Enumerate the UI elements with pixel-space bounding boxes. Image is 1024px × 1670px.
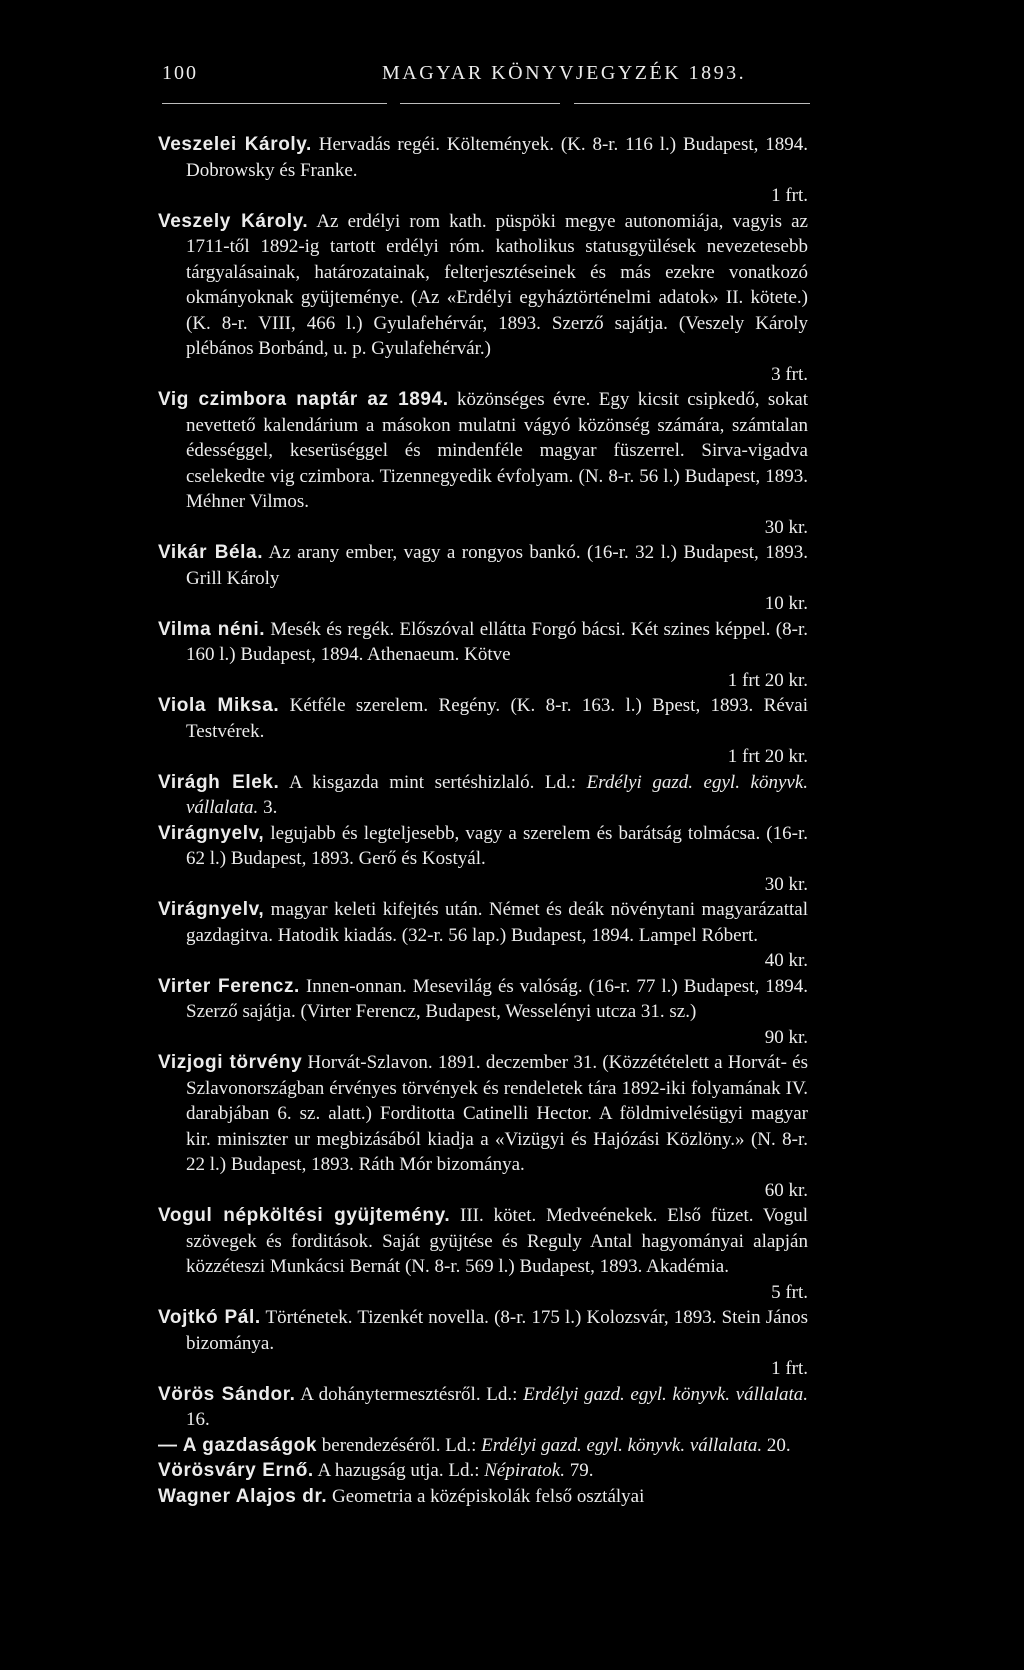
entry-price: 90 kr.	[764, 1026, 808, 1048]
page-number: 100	[162, 62, 198, 84]
entry-text: Történetek. Tizenkét novella. (8-r. 175 l.) Kolozsvár, 1893. Stein János bizománya.	[186, 1307, 809, 1354]
entry-list	[158, 132, 808, 1509]
entry-price: 5 frt.	[771, 1281, 808, 1303]
entry-price: 60 kr.	[764, 1179, 808, 1201]
header-rule	[400, 103, 560, 104]
entry-text: A dohánytermesztésről. Ld.:	[295, 1383, 524, 1405]
list-item	[158, 132, 808, 209]
list-item	[158, 1458, 808, 1484]
running-title: MAGYAR KÖNYVJEGYZÉK 1893.	[382, 62, 747, 84]
entry-text: Geometria a középiskolák felső osztályai	[327, 1485, 645, 1507]
entry-text: Mesék és regék. Előszóval ellátta Forgó bácsi. Két szines képpel. (8-r. 160 l.) Budapest, 1894. Athenaeum. Kötve	[186, 618, 808, 665]
list-item	[158, 1433, 808, 1459]
entry-author: Virter Ferencz.	[158, 975, 300, 997]
entry-author: Virágh Elek.	[158, 771, 280, 793]
entry-author: Vikár Béla.	[158, 542, 264, 563]
list-item	[158, 693, 808, 770]
list-item	[158, 821, 808, 898]
entry-author: Vizjogi törvény	[158, 1052, 303, 1073]
entry-text: közönséges évre. Egy kicsit csipkedő, sokat nevettető kalendárium a másokon mulatni vágyó közönség számára, számtalan édességgel, keserüséggel és mindenféle magyar füszerrel. Sirva-vigadva cselekedte vig czimbora. Tizennegyedik évfolyam. (N. 8-r. 56 l.) Budapest, 1893. Méhner Vilmos.	[186, 389, 808, 512]
list-item	[158, 897, 808, 974]
entry-reference-number: 3.	[258, 797, 278, 818]
entry-price: 1 frt 20 kr.	[727, 746, 808, 767]
entry-price: 30 kr.	[764, 873, 808, 895]
entry-reference: Erdélyi gazd. egyl. könyvk. vállalata.	[523, 1383, 809, 1405]
entry-text: A hazugság utja. Ld.:	[313, 1460, 485, 1481]
entry-text: berendezéséről. Ld.:	[317, 1434, 482, 1456]
entry-price: 40 kr.	[764, 950, 808, 971]
header-rule	[574, 103, 810, 104]
entry-price: 30 kr.	[764, 516, 808, 538]
list-item	[158, 617, 808, 694]
list-item	[158, 770, 808, 821]
entry-text: Innen-onnan. Mesevilág és valóság. (16-r. 77 l.) Budapest, 1894. Szerző sajátja. (Virter Ferencz, Budapest, Wesselényi utcza 31. sz.)	[186, 975, 808, 1022]
entry-author: Vogul népköltési gyüjtemény.	[158, 1205, 451, 1226]
entry-price: 10 kr.	[764, 593, 808, 614]
entry-reference: Erdélyi gazd. egyl. könyvk. vállalata.	[481, 1434, 763, 1456]
entry-author: Vojtkó Pál.	[158, 1307, 261, 1328]
entry-author: Vörösváry Ernő.	[158, 1460, 314, 1481]
entry-author: Wagner Alajos dr.	[158, 1485, 328, 1507]
entry-author: — A gazdaságok	[158, 1434, 318, 1456]
list-item	[158, 974, 808, 1051]
entry-text: Kétféle szerelem. Regény. (K. 8-r. 163. l.) Bpest, 1893. Révai Testvérek.	[186, 695, 808, 742]
entry-author: Vilma néni.	[158, 618, 266, 640]
entry-price: 1 frt 20 kr.	[727, 669, 808, 691]
entry-text: legujabb és legteljesebb, vagy a szerelem és barátság tolmácsa. (16-r. 62 l.) Budapest, 1893. Gerő és Kostyál.	[186, 822, 808, 869]
entry-author: Vig czimbora naptár az 1894.	[158, 389, 449, 410]
entry-price: 1 frt.	[771, 1358, 808, 1379]
list-item	[158, 1203, 808, 1305]
list-item	[158, 209, 808, 388]
entry-text: Horvát-Szlavon. 1891. deczember 31. (Közzétételett a Horvát- és Szlavonországban érvényes törvények és rendeletek tára 1892-iki folyamának IV. darabjában 6. sz. alatt.) Forditotta Catinelli Hector. A földmivelésügyi magyar kir. miniszter ur megbizásából kiadja a «Vizügyi és Hajózási Közlöny.» (N. 8-r. 22 l.) Budapest, 1893. Ráth Mór bizománya.	[186, 1052, 808, 1175]
list-item	[158, 1305, 808, 1382]
list-item	[158, 1484, 808, 1510]
entry-author: Veszelei Károly.	[158, 134, 312, 155]
entry-reference: Népiratok.	[484, 1460, 565, 1481]
entry-author: Veszely Károly.	[158, 210, 309, 232]
entry-price: 3 frt.	[771, 363, 808, 385]
list-item	[158, 1382, 808, 1433]
entry-reference: Erdélyi gazd. egyl. könyvk. vállalata.	[186, 771, 808, 818]
entry-text: Az arany ember, vagy a rongyos bankó. (16-r. 32 l.) Budapest, 1893. Grill Károly	[186, 542, 808, 589]
list-item	[158, 1050, 808, 1203]
list-item	[158, 387, 808, 540]
entry-text: magyar keleti kifejtés után. Német és deák növénytani magyarázattal gazdagitva. Hatodik kiadás. (32-r. 56 lap.) Budapest, 1894. Lampel Róbert.	[186, 899, 808, 946]
entry-text: Hervadás regéi. Költemények. (K. 8-r. 116 l.) Budapest, 1894. Dobrowsky és Franke.	[186, 134, 808, 181]
header-rule	[162, 103, 387, 104]
entry-price: 1 frt.	[771, 185, 808, 206]
entry-author: Viola Miksa.	[158, 695, 280, 716]
entry-text: Az erdélyi rom kath. püspöki megye autonomiája, vagyis az 1711-től 1892-ig tartott erdélyi róm. katholikus statusgyülések nevezetesebb tárgyalásainak, határozatainak, felterjesztéseinek és más ezekre vonatkozó okmányoknak gyüjteménye. (Az «Erdélyi egyháztörténelmi adatok» II. kötete.) (K. 8-r. VIII, 466 l.) Gyulafehérvár, 1893. Szerző sajátja. (Veszely Károly plébános Borbánd, u. p. Gyulafehérvár.)	[186, 210, 808, 359]
entry-reference-number: 79.	[564, 1460, 594, 1481]
entry-author: Virágnyelv,	[158, 822, 265, 844]
list-item	[158, 540, 808, 617]
entry-text: III. kötet. Medveénekek. Első füzet. Vogul szövegek és forditások. Saját gyüjtése és Reguly Antal hagyományai alapján közzéteszi Munkácsi Bernát (N. 8-r. 569 l.) Budapest, 1893. Akadémia.	[186, 1205, 808, 1277]
entry-reference-number: 20.	[762, 1434, 791, 1456]
entry-author: Vörös Sándor.	[158, 1383, 296, 1405]
entry-text: A kisgazda mint sertéshizlaló. Ld.:	[279, 771, 587, 793]
entry-reference-number: 16.	[186, 1409, 210, 1430]
entry-author: Virágnyelv,	[158, 899, 265, 920]
